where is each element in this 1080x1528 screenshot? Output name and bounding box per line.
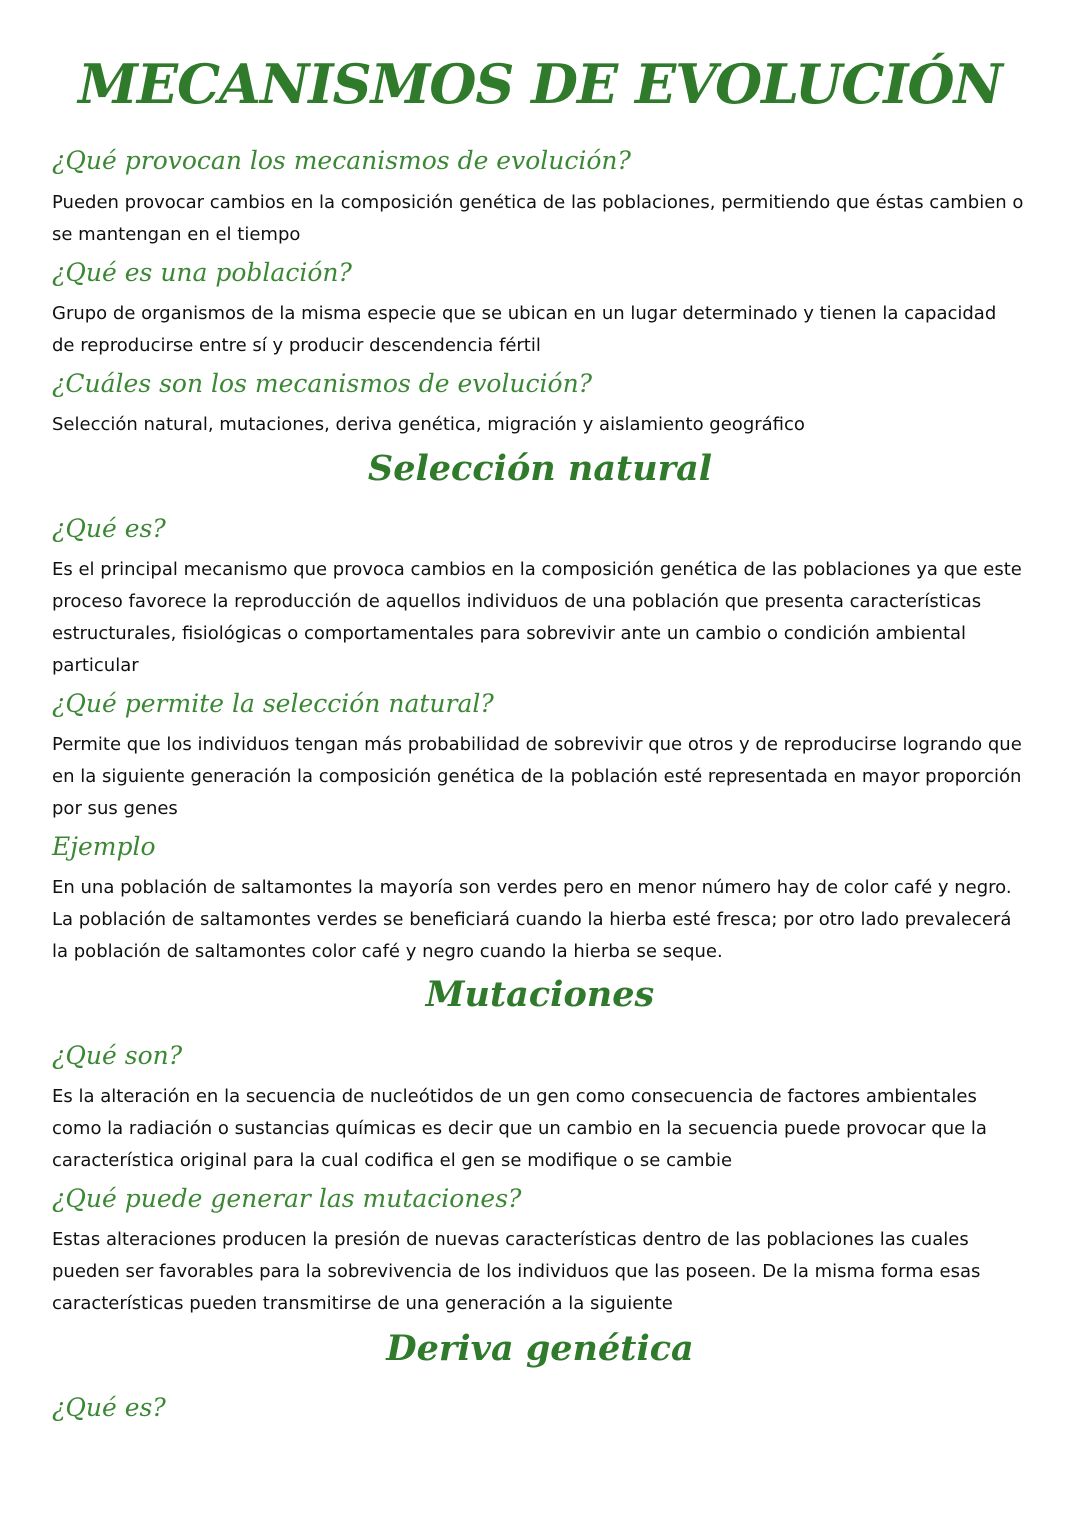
intro-question-3: ¿Cuáles son los mecanismos de evolución? [52, 369, 593, 398]
mutaciones-answer-que-puede-generar: Estas alteraciones producen la presión de nuevas características dentro de las poblaciones las cuales pueden ser favorables para la sobrevivencia de los individuos que las poseen. De la misma forma esas características pueden transmitirse de una generación a la siguiente [52, 1229, 981, 1314]
mutaciones-answer-que-son: Es la alteración en la secuencia de nucleótidos de un gen como consecuencia de factores ambientales como la radiación o sustancias químicas es decir que un cambio en la secuencia puede provocar que la característica original para la cual codifica el gen se modifique o se cambie [52, 1086, 987, 1171]
seleccion-answer-ejemplo: En una población de saltamontes la mayoría son verdes pero en menor número hay de color café y negro. La población de saltamontes verdes se beneficiará cuando la hierba esté fresca; por otro lado prevalecerá la población de saltamontes color café y negro cuando la hierba se seque. [52, 877, 1012, 962]
intro-question-2: ¿Qué es una población? [52, 258, 352, 287]
page-title: MECANISMOS DE EVOLUCIÓN [78, 52, 1002, 116]
section-title-mutaciones: Mutaciones [425, 974, 655, 1015]
intro-answer-1: Pueden provocar cambios en la composición genética de las poblaciones, permitiendo que éstas cambien o se mantengan en el tiempo [52, 192, 1024, 245]
mutaciones-question-que-puede-generar: ¿Qué puede generar las mutaciones? [52, 1184, 522, 1213]
intro-question-1: ¿Qué provocan los mecanismos de evolución? [52, 146, 631, 175]
section-title-deriva-genetica: Deriva genética [386, 1328, 694, 1369]
seleccion-answer-que-es: Es el principal mecanismo que provoca cambios en la composición genética de las poblaciones ya que este proceso favorece la reproducción de aquellos individuos de una población que presenta características estructurales, fisiológicas o comportamentales para sobrevivir ante un cambio o condición ambiental particular [52, 559, 1022, 676]
seleccion-question-ejemplo: Ejemplo [52, 832, 156, 861]
deriva-question-que-es: ¿Qué es? [52, 1393, 166, 1422]
seleccion-question-que-permite: ¿Qué permite la selección natural? [52, 689, 494, 718]
mutaciones-question-que-son: ¿Qué son? [52, 1041, 183, 1070]
seleccion-question-que-es: ¿Qué es? [52, 514, 166, 543]
section-title-seleccion-natural: Selección natural [367, 448, 713, 489]
seleccion-answer-que-permite: Permite que los individuos tengan más probabilidad de sobrevivir que otros y de reproducirse logrando que en la siguiente generación la composición genética de la población esté representada en mayor proporción por sus genes [52, 734, 1022, 819]
intro-answer-2: Grupo de organismos de la misma especie que se ubican en un lugar determinado y tienen la capacidad de reproducirse entre sí y producir descendencia fértil [52, 303, 997, 356]
intro-answer-3: Selección natural, mutaciones, deriva genética, migración y aislamiento geográfico [52, 414, 805, 435]
